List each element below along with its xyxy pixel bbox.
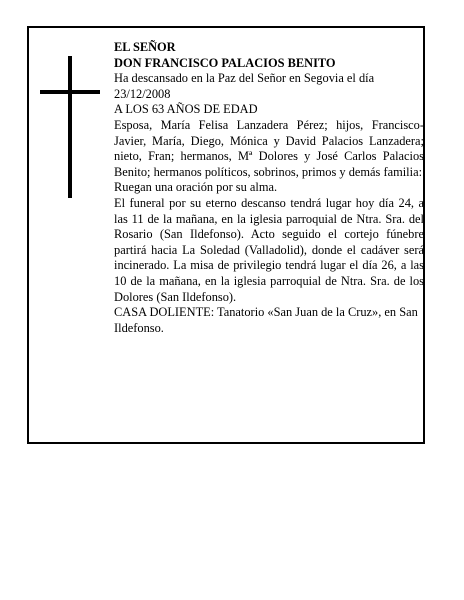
mourning-house: CASA DOLIENTE: Tanatorio «San Juan de la Cruz», en San Ildefonso. <box>114 305 418 335</box>
deceased-name: DON FRANCISCO PALACIOS BENITO <box>114 55 336 70</box>
age-line: A LOS 63 AÑOS DE EDAD <box>114 102 258 117</box>
cross-icon <box>40 56 100 198</box>
cross-horizontal-bar <box>40 90 100 94</box>
funeral-details: El funeral por su eterno descanso tendrá lugar hoy día 24, a las 11 de la mañana, en la iglesia parroquial de Ntra. Sra. del Rosario (San Ildefonso). Acto seguido el cortejo fúnebre partirá hacia La Soledad (Valladolid), donde el cadáver será incinerado. La misa de privilegio tendrá lugar el día 26, a las 10 de la mañana, en la iglesia parroquial de Ntra. Sra. de los Dolores (San Ildefonso). <box>114 195 424 304</box>
prayer-request: Ruegan una oración por su alma. <box>114 180 278 195</box>
family-list: Esposa, María Felisa Lanzadera Pérez; hijos, Francisco-Javier, María, Diego, Mónica y David Palacios Lanzadera; nieto, Fran; hermanos, Mª Dolores y José Carlos Palacios Benito; hermanos políticos, sobrinos, primos y demás familia: <box>114 117 424 179</box>
notice-text <box>114 40 424 336</box>
heading-title: EL SEÑOR <box>114 40 176 54</box>
death-info: Ha descansado en la Paz del Señor en Segovia el día 23/12/2008 <box>114 71 375 101</box>
cross-vertical-bar <box>68 56 72 198</box>
obituary-notice <box>27 26 425 444</box>
